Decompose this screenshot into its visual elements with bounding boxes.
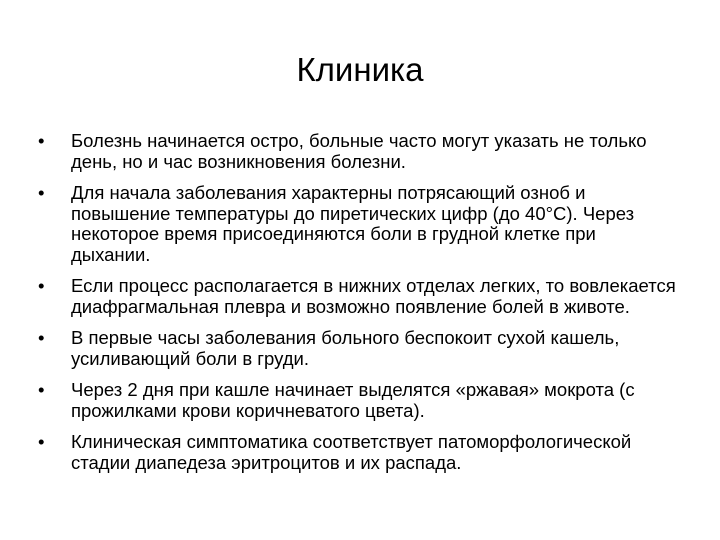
bullet-item	[36, 380, 676, 421]
bullet-text: Если процесс располагается в нижних отделах легких, то вовлекается диафрагмальная плевра и возможно появление болей в животе.	[71, 275, 676, 317]
bullet-icon: •	[38, 379, 45, 400]
bullet-item	[36, 432, 676, 473]
bullet-item	[36, 328, 676, 369]
bullet-text: Через 2 дня при кашле начинает выделятся «ржавая» мокрота (с прожилками крови коричневатого цвета).	[71, 379, 635, 421]
bullet-text: Клиническая симптоматика соответствует патоморфологической стадии диапедеза эритроцитов и их распада.	[71, 431, 632, 473]
bullet-text: Болезнь начинается остро, больные часто могут указать не только день, но и час возникновения болезни.	[71, 130, 647, 172]
bullet-item	[36, 276, 676, 317]
bullet-icon: •	[38, 130, 45, 151]
bullet-icon: •	[38, 327, 45, 348]
bullet-icon: •	[38, 275, 45, 296]
bullet-text: Для начала заболевания характерны потрясающий озноб и повышение температуры до пиретических цифр (до 40°С). Через некоторое время присоединяются боли в грудной клетке при дыхании.	[71, 182, 635, 265]
bullet-item	[36, 183, 676, 265]
bullet-item	[36, 131, 676, 172]
bullet-icon: •	[38, 431, 45, 452]
bullet-text: В первые часы заболевания больного беспокоит сухой кашель, усиливающий боли в груди.	[71, 327, 620, 369]
slide-title: Клиника	[296, 51, 424, 88]
bullet-icon: •	[38, 182, 45, 203]
bullet-list	[36, 131, 676, 484]
